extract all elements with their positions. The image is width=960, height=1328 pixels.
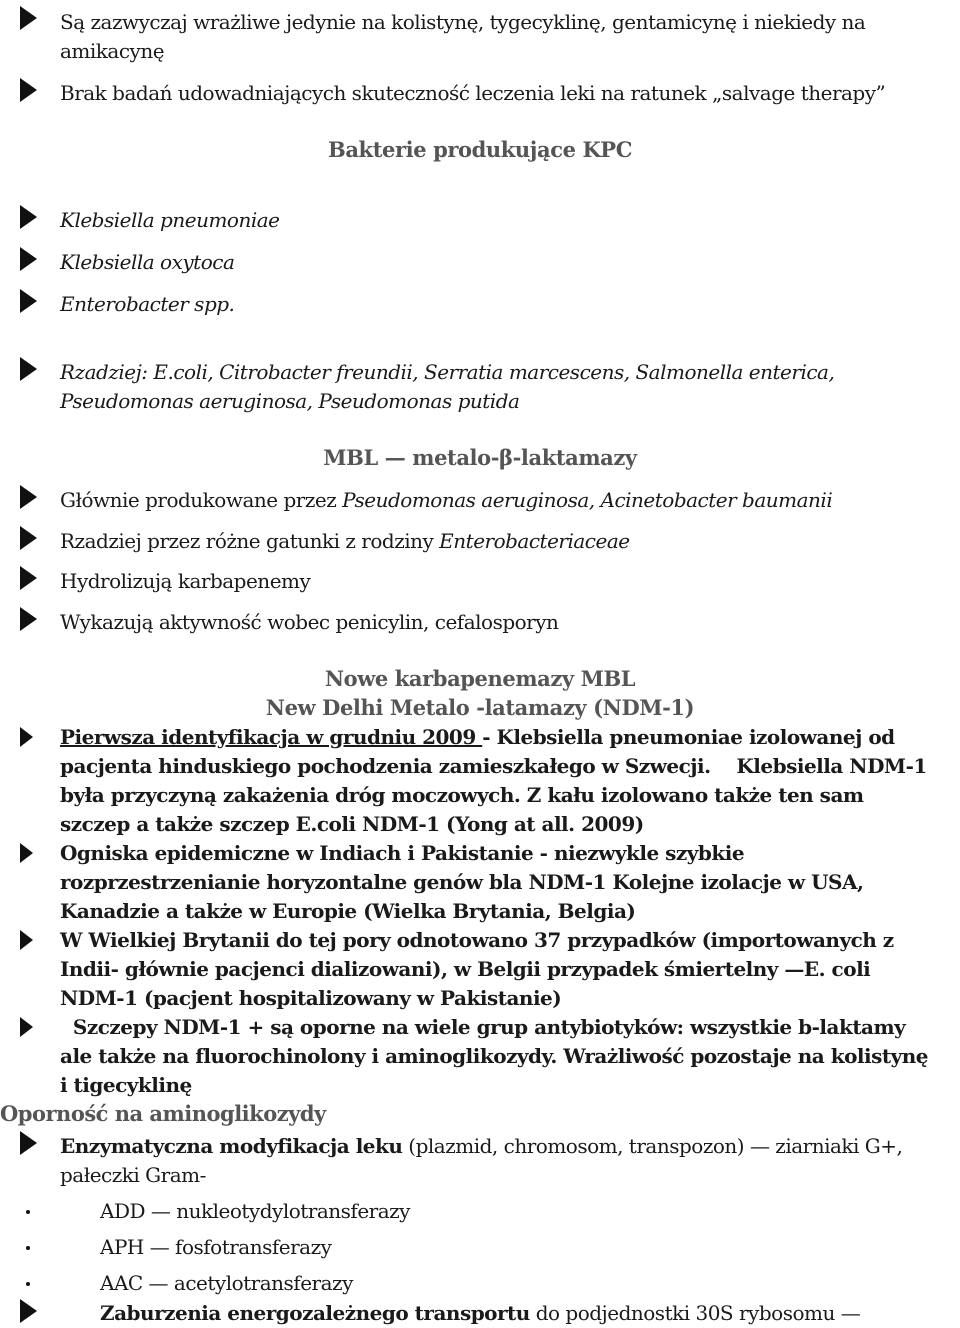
text-line: Wykazują aktywność wobec penicylin, cefalosporyn <box>60 610 559 634</box>
rare-organisms: E.coli, Citrobacter freundii, Serratia marcescens, Salmonella enterica, <box>153 360 835 384</box>
section-heading-ndm: Nowe karbapenemazy MBL <box>324 666 636 691</box>
text-line: i tigecyklinę <box>60 1073 192 1097</box>
text-span: (plazmid, chromosom, transpozon) — ziarniaki G+, <box>402 1134 903 1158</box>
text-span: - Klebsiella pneumoniae izolowanej od <box>482 725 895 749</box>
organism-item: Klebsiella oxytoca <box>60 250 235 274</box>
organism-item: Klebsiella pneumoniae <box>60 208 280 232</box>
text-line: Szczepy NDM-1 + są oporne na wiele grup antybiotyków: wszystkie b-laktamy <box>60 1015 906 1039</box>
bold-span: Zaburzenia energozależnego transportu <box>100 1301 530 1325</box>
bullet-triangle-icon <box>20 1131 37 1155</box>
bullet-triangle-icon <box>20 1017 33 1037</box>
text-span-italic: Enterobacteriaceae <box>439 529 630 553</box>
bullet-triangle-icon <box>20 930 33 950</box>
text-line <box>60 486 832 515</box>
text-line <box>100 1299 860 1328</box>
enzyme-item: APH — fosfotransferazy <box>100 1235 332 1259</box>
organism-item: Enterobacter spp. <box>60 292 235 316</box>
text-line: amikacynę <box>60 39 165 63</box>
text-line: szczep a także szczep E.coli NDM-1 (Yong at all. 2009) <box>60 812 644 836</box>
text-line: Indii- głównie pacjenci dializowani), w Belgii przypadek śmiertelny —E. coli <box>60 957 871 981</box>
text-line: ale także na fluorochinolony i aminoglikozydy. Wrażliwość pozostaje na kolistynę <box>60 1044 928 1068</box>
text-line: W Wielkiej Brytanii do tej pory odnotowano 37 przypadków (importowanych z <box>60 928 894 952</box>
text-line: Kanadzie a także w Europie (Wielka Brytania, Belgia) <box>60 899 636 923</box>
bullet-triangle-icon <box>20 357 37 381</box>
bullet-triangle-icon <box>20 289 37 313</box>
text-span: Rzadziej przez różne gatunki z rodziny <box>60 529 440 553</box>
text-line: pałeczki Gram- <box>60 1163 206 1187</box>
text-line: była przyczyną zakażenia dróg moczowych. Z kału izolowano także ten sam <box>60 783 864 807</box>
text-line: Ogniska epidemiczne w Indiach i Pakistanie - niezwykle szybkie <box>60 841 745 865</box>
text-span: do podjednostki 30S rybosomu — <box>529 1301 861 1325</box>
text-line <box>60 358 834 387</box>
bullet-triangle-icon <box>20 1299 37 1323</box>
bullet-dot-icon <box>26 1282 30 1286</box>
text-line: Są zazwyczaj wrażliwe jedynie na kolistynę, tygecyklinę, gentamicynę i niekiedy na <box>60 10 866 34</box>
bullet-dot-icon <box>26 1210 30 1214</box>
section-heading-kpc: Bakterie produkujące KPC <box>327 137 633 162</box>
rare-prefix: Rzadziej: <box>60 360 154 384</box>
bullet-dot-icon <box>26 1246 30 1250</box>
text-line: NDM-1 (pacjent hospitalizowany w Pakistanie) <box>60 986 562 1010</box>
enzyme-item: AAC — acetylotransferazy <box>100 1271 353 1295</box>
text-line: pacjenta hinduskiego pochodzenia zamieszkałego w Szwecji. Klebsiella NDM-1 <box>60 754 927 778</box>
bullet-triangle-icon <box>20 247 37 271</box>
bullet-triangle-icon <box>20 843 33 863</box>
text-line: rozprzestrzenianie horyzontalne genów bla NDM-1 Kolejne izolacje w USA, <box>60 870 864 894</box>
text-line: Brak badań udowadniających skuteczność leczenia leki na ratunek „salvage therapy” <box>60 81 886 105</box>
text-line <box>60 1132 902 1161</box>
bullet-triangle-icon <box>20 6 37 30</box>
section-heading-mbl: MBL — metalo-β-laktamazy <box>323 445 637 470</box>
bullet-triangle-icon <box>20 526 37 550</box>
text-line <box>60 723 895 752</box>
text-span: Głównie produkowane przez <box>60 488 343 512</box>
section-heading-aminoglycosides: Oporność na aminoglikozydy <box>0 1101 326 1126</box>
bullet-triangle-icon <box>20 205 37 229</box>
bullet-triangle-icon <box>20 607 37 631</box>
bullet-triangle-icon <box>20 727 33 747</box>
bullet-triangle-icon <box>20 78 37 102</box>
text-span-italic: Pseudomonas aeruginosa, Acinetobacter baumanii <box>342 488 833 512</box>
bullet-triangle-icon <box>20 566 37 590</box>
section-subheading-ndm: New Delhi Metalo -latamazy (NDM-1) <box>265 695 695 720</box>
bold-span: Enzymatyczna modyfikacja leku <box>60 1134 403 1158</box>
text-line <box>60 527 630 556</box>
bullet-triangle-icon <box>20 485 37 509</box>
enzyme-item: ADD — nukleotydylotransferazy <box>100 1199 410 1223</box>
underlined-span: Pierwsza identyfikacja w grudniu 2009 <box>60 725 483 749</box>
text-line: Pseudomonas aeruginosa, Pseudomonas putida <box>60 389 520 413</box>
text-line: Hydrolizują karbapenemy <box>60 569 311 593</box>
